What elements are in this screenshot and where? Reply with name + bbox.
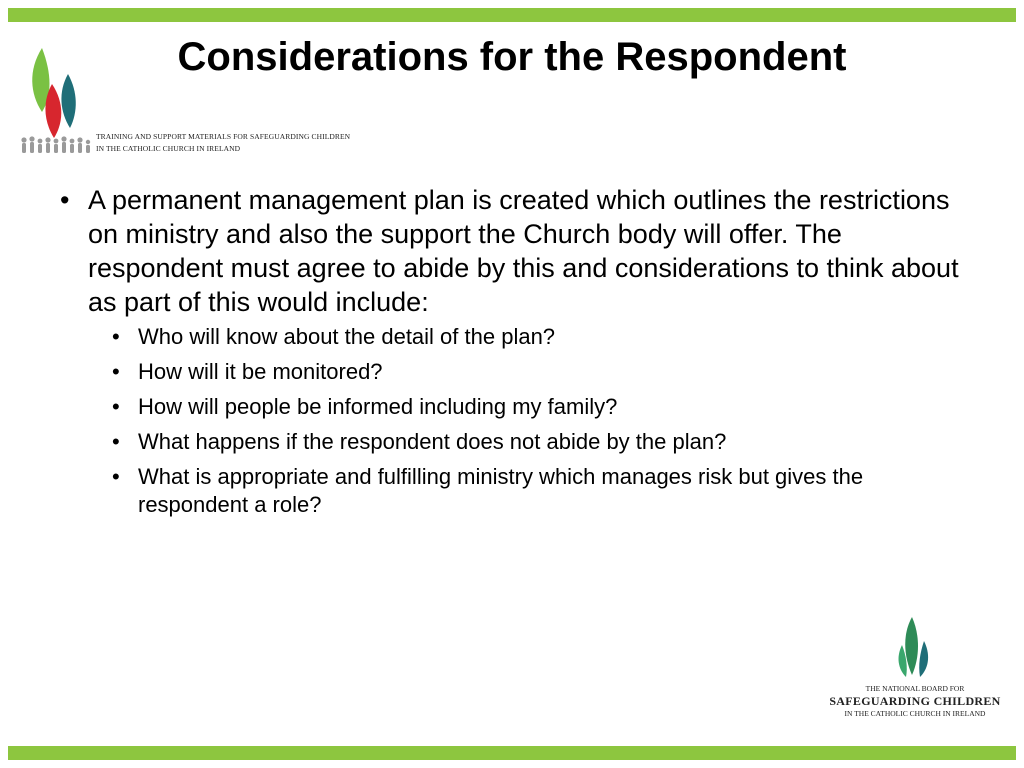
- sub-bullet-text: What is appropriate and fulfilling ministry which manages risk but gives the respondent a role?: [138, 464, 864, 517]
- main-bullet-text: A permanent management plan is created which outlines the restrictions on ministry and also the support the Church body will offer. The respondent must agree to abide by this and considerations to think about as part of this would include:: [88, 185, 959, 317]
- footer-board-name: [820, 684, 1010, 719]
- slide-body: [60, 183, 960, 526]
- bottom-accent-bar: [8, 746, 1016, 760]
- flame-emblem-icon: [890, 615, 940, 681]
- sub-bullet: [112, 323, 960, 351]
- bullet-marker: •: [112, 359, 120, 384]
- bullet-marker: •: [112, 394, 120, 419]
- header-tagline: [96, 131, 350, 155]
- sub-bullet-text: How will it be monitored?: [138, 359, 383, 384]
- slide-title: Considerations for the Respondent: [177, 35, 847, 79]
- board-line-2: SAFEGUARDING CHILDREN: [829, 694, 1001, 708]
- sub-bullet-list: [112, 323, 960, 519]
- sub-bullet: [112, 358, 960, 386]
- bullet-marker: •: [112, 464, 120, 489]
- tagline-line-1: TRAINING AND SUPPORT MATERIALS FOR SAFEGUARDING CHILDREN: [96, 132, 351, 141]
- sub-bullet: [112, 463, 960, 519]
- top-accent-bar: [8, 8, 1016, 22]
- board-line-1: THE NATIONAL BOARD FOR: [865, 684, 965, 693]
- bullet-marker: •: [112, 429, 120, 454]
- sub-bullet: [112, 393, 960, 421]
- tagline-line-2: IN THE CATHOLIC CHURCH IN IRELAND: [96, 144, 241, 153]
- sub-bullet-text: What happens if the respondent does not abide by the plan?: [138, 429, 727, 454]
- sub-bullet-text: How will people be informed including my family?: [138, 394, 618, 419]
- main-bullet: [60, 183, 960, 319]
- footer-logo: [890, 615, 940, 681]
- bullet-marker: •: [112, 324, 120, 349]
- bullet-marker: •: [60, 185, 70, 215]
- sub-bullet: [112, 428, 960, 456]
- board-line-3: IN THE CATHOLIC CHURCH IN IRELAND: [844, 709, 986, 718]
- sub-bullet-text: Who will know about the detail of the plan?: [138, 324, 556, 349]
